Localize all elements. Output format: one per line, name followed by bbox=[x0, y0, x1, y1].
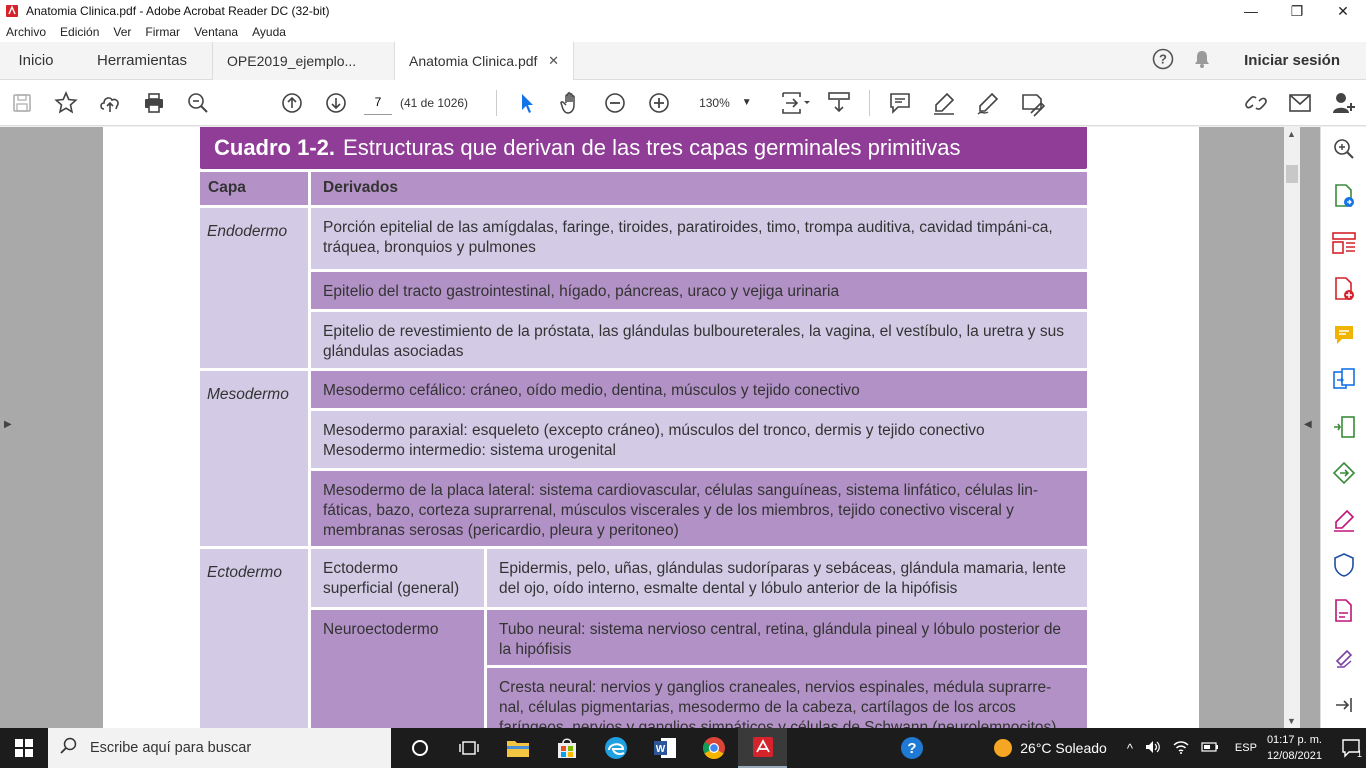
search-placeholder: Escribe aquí para buscar bbox=[90, 740, 252, 756]
table-row: Epidermis, pelo, uñas, glándulas sudoríparas y sebáceas, glándula mamaria, lente del ojo, oído interno, esmalte dental y lóbulo anterior de la hipófisis bbox=[487, 549, 1087, 607]
sun-icon bbox=[994, 739, 1012, 757]
select-cursor-icon[interactable] bbox=[505, 80, 549, 126]
layer-label: Ectodermo bbox=[200, 549, 308, 749]
main-toolbar bbox=[0, 80, 1366, 126]
weather-widget[interactable] bbox=[994, 739, 1107, 757]
help-icon[interactable] bbox=[1152, 48, 1174, 74]
notification-count: 1 bbox=[1357, 749, 1363, 759]
send-review-icon[interactable] bbox=[1332, 461, 1356, 485]
comment-panel-icon[interactable] bbox=[1332, 323, 1356, 347]
zoom-panel-icon[interactable] bbox=[1332, 137, 1356, 161]
table-caption bbox=[200, 127, 1087, 169]
share-link-icon[interactable] bbox=[1234, 80, 1278, 126]
menu-ayuda[interactable]: Ayuda bbox=[252, 25, 286, 39]
table-row: Mesodermo de la placa lateral: sistema cardiovascular, células sanguíneas, sistema linfático, células lin-fáticas, bazo, corteza suprarrenal, músculos viscerales y de los miembros, tejido conectivo visceral y membranas serosas (pericardio, pleura y peritoneo) bbox=[311, 471, 1087, 546]
save-icon[interactable] bbox=[0, 80, 44, 126]
layer-label: Mesodermo bbox=[200, 371, 308, 546]
request-signature-icon[interactable] bbox=[1332, 599, 1356, 623]
tab-bar bbox=[0, 42, 1366, 80]
table-row bbox=[311, 411, 1087, 468]
scrollbar-thumb[interactable] bbox=[1286, 165, 1298, 183]
tools-sidebar bbox=[1320, 127, 1366, 728]
export-pdf-icon[interactable] bbox=[1332, 184, 1356, 208]
protect-shield-icon[interactable] bbox=[1332, 553, 1356, 577]
window-title: Anatomia Clinica.pdf - Adobe Acrobat Reader DC (32-bit) bbox=[26, 4, 330, 18]
sublayer-label: Ectodermo superficial (general) bbox=[311, 549, 484, 607]
search-icon bbox=[60, 737, 78, 759]
task-view-icon[interactable] bbox=[444, 728, 493, 768]
doc-tab-label: OPE2019_ejemplo... bbox=[227, 52, 357, 69]
menu-firmar[interactable]: Firmar bbox=[145, 25, 181, 39]
close-tab-icon[interactable]: ✕ bbox=[548, 52, 559, 68]
bookmark-star-icon[interactable] bbox=[44, 80, 88, 126]
volume-icon[interactable] bbox=[1145, 740, 1161, 757]
sublayer-label: Neuroectodermo bbox=[311, 610, 484, 750]
table-row: Mesodermo cefálico: cráneo, oído medio, dentina, músculos y tejido conectivo bbox=[311, 371, 1087, 408]
doc-tab-anatomia[interactable] bbox=[394, 42, 574, 80]
next-page-icon[interactable] bbox=[314, 80, 358, 126]
table-row: Porción epitelial de las amígdalas, faringe, tiroides, paratiroides, timo, trompa auditiva, cavidad timpáni-ca, tráquea, bronquios y pulmones bbox=[311, 208, 1087, 269]
page-count: (41 de 1026) bbox=[400, 95, 469, 110]
vertical-scrollbar[interactable] bbox=[1284, 127, 1300, 728]
battery-icon[interactable] bbox=[1201, 741, 1219, 756]
zoom-in-icon[interactable] bbox=[637, 80, 681, 126]
cortana-icon[interactable] bbox=[395, 728, 444, 768]
upload-cloud-icon[interactable] bbox=[88, 80, 132, 126]
title-bar bbox=[0, 0, 1366, 22]
document-viewport[interactable] bbox=[0, 127, 1320, 728]
weather-text: 26°C Soleado bbox=[1020, 740, 1107, 756]
table-row: Epitelio del tracto gastrointestinal, hígado, páncreas, uraco y vejiga urinaria bbox=[311, 272, 1087, 309]
chrome-icon[interactable] bbox=[689, 728, 738, 768]
notification-center-icon[interactable] bbox=[1336, 728, 1366, 768]
page-fit-icon[interactable] bbox=[773, 80, 817, 126]
acrobat-app-icon bbox=[4, 3, 20, 19]
menu-edicion[interactable]: Edición bbox=[60, 25, 100, 39]
create-pdf-icon[interactable] bbox=[1332, 277, 1356, 301]
tab-inicio[interactable]: Inicio bbox=[18, 52, 54, 69]
chevron-down-icon: ▼ bbox=[741, 97, 752, 108]
header-derivados: Derivados bbox=[311, 172, 1087, 205]
prev-page-icon[interactable] bbox=[270, 80, 314, 126]
zoom-search-icon[interactable] bbox=[176, 80, 220, 126]
edge-browser-icon[interactable] bbox=[591, 728, 640, 768]
clock-date: 12/08/2021 bbox=[1266, 750, 1322, 762]
store-icon[interactable] bbox=[542, 728, 591, 768]
acrobat-taskbar-icon[interactable] bbox=[738, 728, 787, 768]
maximize-button[interactable]: ❐ bbox=[1290, 2, 1304, 19]
derivatives-table bbox=[200, 127, 1087, 750]
left-panel-toggle-icon[interactable]: ▶ bbox=[4, 419, 12, 430]
windows-taskbar bbox=[0, 728, 1366, 768]
help-assistant-icon[interactable] bbox=[887, 728, 936, 768]
notifications-bell-icon[interactable] bbox=[1192, 49, 1212, 73]
group-endodermo bbox=[200, 208, 1087, 368]
clock-time: 01:17 p. m. bbox=[1266, 734, 1322, 746]
svg-text:?: ? bbox=[906, 740, 917, 757]
email-icon[interactable] bbox=[1278, 80, 1322, 126]
organize-pages-icon[interactable] bbox=[1332, 231, 1356, 255]
group-ectodermo bbox=[200, 549, 1087, 750]
caption-text: Estructuras que derivan de las tres capas germinales primitivas bbox=[343, 135, 961, 160]
header-capa: Capa bbox=[200, 172, 308, 205]
signin-button[interactable]: Iniciar sesión bbox=[1244, 52, 1340, 69]
taskbar-search-input[interactable] bbox=[48, 728, 391, 768]
caption-number: Cuadro 1-2. bbox=[214, 135, 336, 160]
close-window-button[interactable]: ✕ bbox=[1337, 2, 1349, 19]
fill-sign-panel-icon[interactable] bbox=[1332, 508, 1356, 532]
more-tools-icon[interactable] bbox=[1332, 645, 1356, 669]
doc-tab-ope2019[interactable] bbox=[212, 42, 394, 80]
print-icon[interactable] bbox=[132, 80, 176, 126]
fill-sign-icon[interactable] bbox=[1010, 80, 1054, 126]
tab-herramientas[interactable]: Herramientas bbox=[96, 52, 188, 69]
wifi-icon[interactable] bbox=[1173, 740, 1189, 757]
draw-sign-icon[interactable] bbox=[966, 80, 1010, 126]
hand-tool-icon[interactable] bbox=[549, 80, 593, 126]
system-tray bbox=[994, 728, 1366, 768]
word-icon[interactable] bbox=[640, 728, 689, 768]
scroll-mode-icon[interactable] bbox=[817, 80, 861, 126]
comment-icon[interactable] bbox=[878, 80, 922, 126]
zoom-out-icon[interactable] bbox=[593, 80, 637, 126]
zoom-level-select[interactable] bbox=[699, 96, 769, 110]
compress-pdf-icon[interactable] bbox=[1332, 415, 1356, 439]
row-line: Mesodermo intermedio: sistema urogenital bbox=[323, 442, 616, 459]
page-number-input[interactable] bbox=[364, 91, 392, 115]
add-user-icon[interactable] bbox=[1322, 80, 1366, 126]
row-line: Mesodermo paraxial: esqueleto (excepto cráneo), músculos del tronco, dermis y tejido conectivo bbox=[323, 422, 985, 439]
pdf-page bbox=[103, 127, 1199, 728]
doc-tab-label: Anatomia Clinica.pdf bbox=[409, 52, 538, 69]
right-panel-toggle-icon[interactable]: ◀ bbox=[1304, 419, 1312, 430]
toolbar-divider bbox=[869, 90, 870, 116]
taskbar-clock[interactable] bbox=[1267, 732, 1322, 764]
table-row: Cresta neural: nervios y ganglios craneales, nervios espinales, médula suprarre-nal, células pigmentarias, mesodermo de la cabeza, cartílagos de los arcos bbox=[487, 668, 1087, 750]
svg-text:?: ? bbox=[1159, 51, 1168, 66]
menu-ver[interactable]: Ver bbox=[113, 25, 132, 39]
collapse-panel-icon[interactable] bbox=[1332, 693, 1356, 717]
svg-text:W: W bbox=[655, 744, 665, 755]
group-mesodermo bbox=[200, 371, 1087, 546]
combine-files-icon[interactable] bbox=[1332, 368, 1356, 392]
menu-archivo[interactable]: Archivo bbox=[6, 25, 47, 39]
highlight-pen-icon[interactable] bbox=[922, 80, 966, 126]
menu-ventana[interactable]: Ventana bbox=[194, 25, 239, 39]
toolbar-divider bbox=[496, 90, 497, 116]
zoom-value: 130% bbox=[699, 95, 730, 110]
minimize-button[interactable]: — bbox=[1244, 3, 1258, 19]
layer-label: Endodermo bbox=[200, 208, 308, 368]
menu-bar bbox=[0, 22, 1366, 42]
input-language[interactable]: ESP bbox=[1234, 742, 1257, 754]
file-explorer-icon[interactable] bbox=[493, 728, 542, 768]
scroll-down-icon[interactable]: ▼ bbox=[1287, 716, 1296, 726]
windows-start-icon[interactable] bbox=[0, 728, 48, 768]
table-row: Tubo neural: sistema nervioso central, retina, glándula pineal y lóbulo posterior de la hipófisis bbox=[487, 610, 1087, 665]
table-row: Epitelio de revestimiento de la próstata, las glándulas bulboureterales, la vagina, el vestíbulo, la uretra y sus glándulas asociadas bbox=[311, 312, 1087, 368]
show-hidden-icons-icon[interactable]: ^ bbox=[1126, 740, 1133, 756]
scroll-up-icon[interactable]: ▲ bbox=[1287, 129, 1296, 139]
table-header-row bbox=[200, 172, 1087, 205]
